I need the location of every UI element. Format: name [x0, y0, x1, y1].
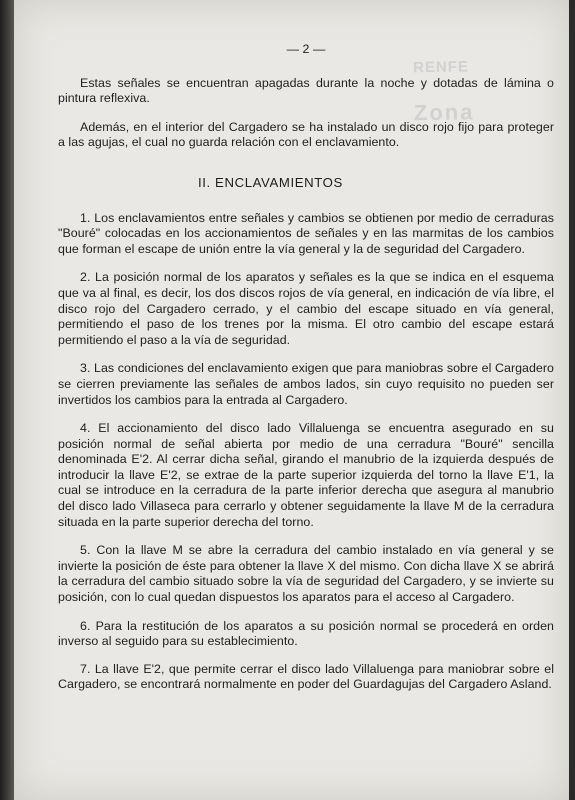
section-heading: II. ENCLAVAMIENTOS [198, 174, 343, 190]
item-3: 3. Las condiciones del enclavamiento exigen que para maniobras sobre el Cargadero se cierren previamente las señales de ambos lados, sin cuyo requisito no pueden ser invertidos los cambios para la entrada al Cargadero. [58, 361, 554, 407]
item-4: 4. El accionamiento del disco lado Villaluenga se encuentra asegurado en su posición normal de señal abierta por medio de una cerradura "Bouré" sencilla denominada E'2. Al cerrar dicha señal, girando el manubrio de la izquierda después de introducir la llave E'2, se extrae de la parte superior izquierda del torno la llave E'1, la cual se introduce en la cerradura de la parte inferior derecha que asegura al manubrio del disco lado Villaseca para cerrarlo y obtener seguidamente la llave M de la cerradura situada en la parte superior derecha del torno. [58, 421, 554, 529]
document-body [58, 42, 554, 705]
intro-paragraph-1: Estas señales se encuentran apagadas durante la noche y dotadas de lámina o pintura reflexiva. [58, 75, 554, 106]
item-6: 6. Para la restitución de los aparatos a su posición normal se procederá en orden inverso al seguido para su establecimiento. [58, 618, 554, 649]
item-5: 5. Con la llave M se abre la cerradura del cambio instalado en vía general y se invierte la posición de éste para obtener la llave X del mismo. Con dicha llave X se abrirá la cerradura del cambio situado sobre la vía de seguridad del Cargadero, y se invierte su posición, con lo cual quedan dispuestos los aparatos para el acceso al Cargadero. [58, 543, 554, 605]
stamp-logo-text: RENFE [412, 58, 470, 77]
item-1: 1. Los enclavamientos entre señales y cambios se obtienen por medio de cerraduras "Bouré" colocadas en los accionamientos de señales y en las marmitas de los cambios que forman el escape de unión entre la vía general y la de seguridad del Cargadero. [58, 210, 554, 256]
item-2: 2. La posición normal de los aparatos y señales es la que se indica en el esquema que va al final, es decir, los dos discos rojos de vía general, en indicación de vía libre, el disco rojo del Cargadero cerrado, y el cambio del escape situado en vía general, permitiendo el paso de los trenes por la misma. El otro cambio del escape estará permitiendo el paso a la vía de seguridad. [58, 270, 554, 347]
intro-paragraph-2: Además, en el interior del Cargadero se ha instalado un disco rojo fijo para proteger a las agujas, el cual no guarda relación con el enclavamiento. [58, 119, 554, 150]
stamp-large-text: Zona [413, 99, 475, 126]
scanner-edge [0, 0, 14, 800]
document-page [14, 0, 569, 800]
item-7: 7. La llave E'2, que permite cerrar el disco lado Villaluenga para maniobrar sobre el Cargadero, se encontrará normalmente en poder del Guardagujas del Cargadero Asland. [58, 661, 554, 692]
page-number: — 2 — [286, 42, 326, 56]
